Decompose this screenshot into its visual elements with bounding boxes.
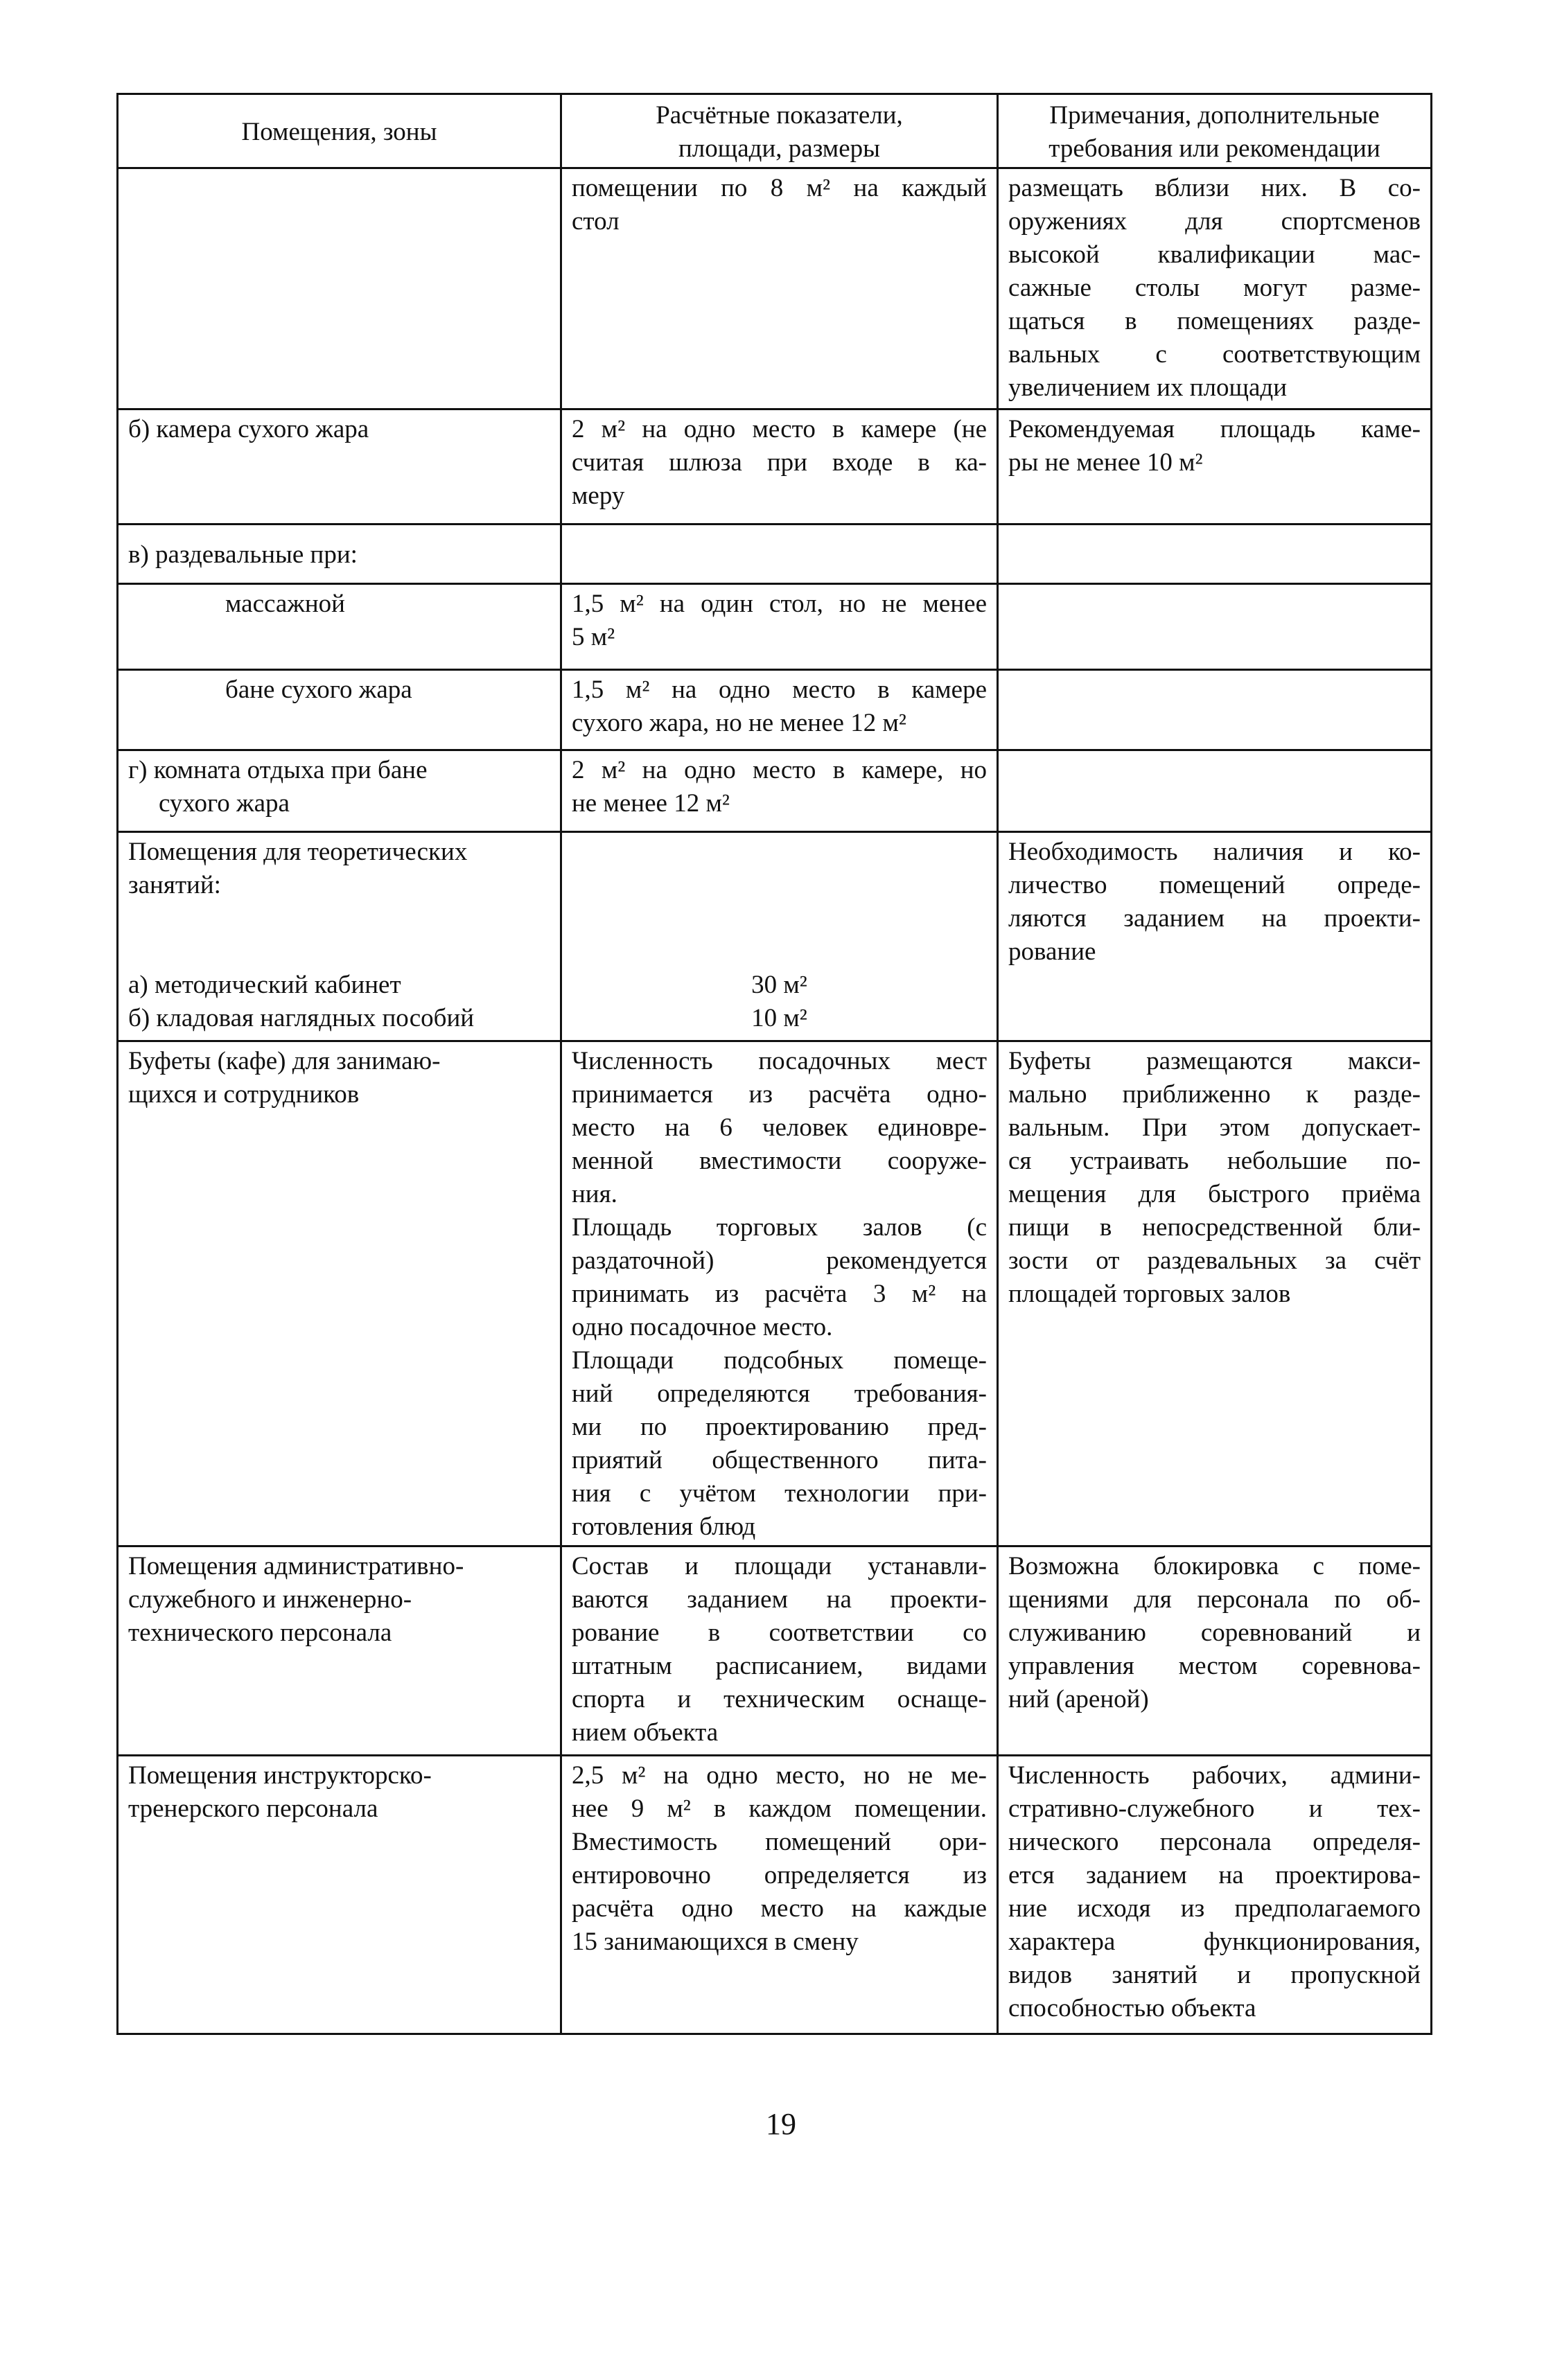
cell-text-line: вальным. При этом допускает- bbox=[1008, 1113, 1421, 1142]
cell-text-line: ний (ареной) bbox=[1008, 1685, 1149, 1713]
cell-text-line: щаться в помещениях разде- bbox=[1008, 307, 1421, 335]
cell-text-line: сухого жара, но не менее 12 м² bbox=[572, 709, 906, 737]
cell-text-line: высокой квалификации мас- bbox=[1008, 240, 1421, 269]
cell-text-line: Возможна блокировка с поме- bbox=[1008, 1552, 1421, 1580]
cell-indicators bbox=[561, 1756, 998, 2034]
cell-text-line: в) раздевальные при: bbox=[128, 540, 358, 569]
cell-text-line: Буфеты размещаются макси- bbox=[1008, 1047, 1421, 1075]
cell-text-line: 1,5 м² на один стол, но не менее bbox=[572, 590, 987, 618]
cell-text-line: ми по проектированию пред- bbox=[572, 1413, 987, 1441]
cell-text-line: б) камера сухого жара bbox=[128, 415, 369, 443]
cell-text-line: пищи в непосредственной бли- bbox=[1008, 1213, 1421, 1242]
cell-text-line: стративно-служебного и тех- bbox=[1008, 1795, 1421, 1823]
header-rooms-zones bbox=[118, 94, 561, 168]
cell-text-line: штатным расписанием, видами bbox=[572, 1652, 987, 1680]
cell-rooms bbox=[118, 1546, 561, 1756]
cell-notes bbox=[998, 670, 1432, 750]
cell-text-line: помещении по 8 м² на каждый bbox=[572, 174, 987, 202]
cell-text-line: меру bbox=[572, 482, 625, 510]
cell-text-line: 5 м² bbox=[572, 623, 615, 651]
cell-text-line: рование в соответствии со bbox=[572, 1619, 987, 1647]
cell-notes bbox=[998, 525, 1432, 584]
cell-text-line: массажной bbox=[225, 590, 345, 618]
cell-text-line: мально приближенно к разде- bbox=[1008, 1080, 1421, 1109]
cell-rooms bbox=[118, 168, 561, 409]
header-calc-indicators bbox=[561, 94, 998, 168]
cell-text-line: б) кладовая наглядных пособий bbox=[128, 1004, 475, 1032]
table-row bbox=[118, 409, 1432, 525]
cell-text-line: стол bbox=[572, 207, 620, 236]
cell-text-line: сухого жара bbox=[159, 789, 290, 818]
cell-text-line: оружениях для спортсменов bbox=[1008, 207, 1421, 236]
table-row bbox=[118, 670, 1432, 750]
cell-text-line: технического персонала bbox=[128, 1619, 392, 1647]
cell-text-line: Необходимость наличия и ко- bbox=[1008, 838, 1421, 866]
cell-text-line: нического персонала определя- bbox=[1008, 1828, 1421, 1856]
cell-text-line: 1,5 м² на одно место в камере bbox=[572, 676, 987, 704]
table-row bbox=[118, 750, 1432, 832]
cell-text-line: 2,5 м² на одно место, но не ме- bbox=[572, 1761, 987, 1790]
cell-notes bbox=[998, 832, 1432, 1041]
cell-indicators bbox=[561, 409, 998, 525]
cell-rooms bbox=[118, 670, 561, 750]
cell-text-line: видов занятий и пропускной bbox=[1008, 1961, 1421, 1989]
cell-text-line: ний определяются требования- bbox=[572, 1379, 987, 1408]
cell-text-line: принимается из расчёта одно- bbox=[572, 1080, 987, 1109]
cell-indicators bbox=[561, 750, 998, 832]
cell-text-line: Численность посадочных мест bbox=[572, 1047, 987, 1075]
cell-text-line: способностью объекта bbox=[1008, 1994, 1256, 2022]
cell-notes bbox=[998, 1546, 1432, 1756]
cell-notes bbox=[998, 1041, 1432, 1546]
header-notes bbox=[998, 94, 1432, 168]
cell-rooms bbox=[118, 750, 561, 832]
cell-notes bbox=[998, 1756, 1432, 2034]
cell-text-line: спорта и техническим оснаще- bbox=[572, 1685, 987, 1713]
cell-text-line: зости от раздевальных за счёт bbox=[1008, 1246, 1421, 1275]
cell-text-line: Буфеты (кафе) для занимаю- bbox=[128, 1047, 441, 1075]
cell-text-line: 30 м² bbox=[751, 971, 807, 999]
cell-text-line: а) методический кабинет bbox=[128, 971, 401, 999]
cell-text-line: не менее 12 м² bbox=[572, 789, 730, 818]
cell-text-line: одно посадочное место. bbox=[572, 1313, 833, 1341]
cell-rooms bbox=[118, 409, 561, 525]
cell-notes bbox=[998, 584, 1432, 670]
cell-text-line: ентировочно определяется из bbox=[572, 1861, 987, 1889]
cell-text-line: ния. bbox=[572, 1180, 617, 1208]
cell-text-line: вальных с соответствующим bbox=[1008, 340, 1421, 369]
table-row bbox=[118, 832, 1432, 1041]
cell-text-line: Вместимость помещений ори- bbox=[572, 1828, 987, 1856]
cell-text-line: увеличением их площади bbox=[1008, 373, 1288, 402]
cell-text-line: приятий общественного пита- bbox=[572, 1446, 987, 1474]
cell-notes bbox=[998, 409, 1432, 525]
cell-text-line: служиванию соревнований и bbox=[1008, 1619, 1421, 1647]
cell-rooms bbox=[118, 1756, 561, 2034]
cell-rooms bbox=[118, 525, 561, 584]
cell-indicators bbox=[561, 670, 998, 750]
cell-text-line: менной вместимости сооруже- bbox=[572, 1147, 987, 1175]
cell-text-line: ры не менее 10 м² bbox=[1008, 448, 1203, 477]
table-row bbox=[118, 1546, 1432, 1756]
table-row bbox=[118, 1041, 1432, 1546]
table-row bbox=[118, 1756, 1432, 2034]
cell-text-line: бане сухого жара bbox=[225, 676, 412, 704]
cell-text-line: принимать из расчёта 3 м² на bbox=[572, 1280, 987, 1308]
cell-text-line: готовления блюд bbox=[572, 1513, 756, 1541]
requirements-table bbox=[116, 93, 1432, 2035]
cell-text-line: ваются заданием на проекти- bbox=[572, 1585, 987, 1614]
cell-text-line: занятий: bbox=[128, 871, 221, 899]
table-row bbox=[118, 584, 1432, 670]
cell-rooms bbox=[118, 832, 561, 1041]
cell-text-line: личество помещений опреде- bbox=[1008, 871, 1421, 899]
cell-text-line: ется заданием на проектирова- bbox=[1008, 1861, 1421, 1889]
cell-indicators bbox=[561, 584, 998, 670]
cell-text-line: Площади подсобных помеще- bbox=[572, 1346, 987, 1375]
cell-text-line: Помещения инструкторско- bbox=[128, 1761, 432, 1790]
cell-text-line: ляются заданием на проекти- bbox=[1008, 904, 1421, 933]
cell-notes bbox=[998, 750, 1432, 832]
cell-text-line: рование bbox=[1008, 937, 1096, 966]
header-col2-line1: Расчётные показатели, bbox=[656, 101, 903, 130]
cell-indicators bbox=[561, 1041, 998, 1546]
cell-text-line: Состав и площади устанавли- bbox=[572, 1552, 987, 1580]
cell-text-line: Площадь торговых залов (с bbox=[572, 1213, 987, 1242]
cell-text-line: площадей торговых залов bbox=[1008, 1280, 1291, 1308]
cell-text-line: мещения для быстрого приёма bbox=[1008, 1180, 1421, 1208]
cell-text-line: считая шлюза при входе в ка- bbox=[572, 448, 987, 477]
cell-text-line: управления местом соревнова- bbox=[1008, 1652, 1421, 1680]
cell-text-line: 15 занимающихся в смену bbox=[572, 1928, 859, 1956]
header-col3-line2: требования или рекомендации bbox=[1048, 134, 1380, 163]
table-row bbox=[118, 168, 1432, 409]
header-col3-line1: Примечания, дополнительные bbox=[1049, 101, 1380, 130]
cell-text-line: г) комната отдыха при бане bbox=[128, 756, 428, 784]
cell-text-line: щениями для персонала по об- bbox=[1008, 1585, 1421, 1614]
cell-text-line: ние исходя из предполагаемого bbox=[1008, 1894, 1421, 1923]
cell-text-line: сажные столы могут разме- bbox=[1008, 274, 1421, 302]
cell-indicators bbox=[561, 525, 998, 584]
cell-text-line: Помещения для теоретических bbox=[128, 838, 468, 866]
cell-rooms bbox=[118, 584, 561, 670]
page-number: 19 bbox=[766, 2107, 796, 2141]
cell-text-line: ния с учётом технологии при- bbox=[572, 1479, 987, 1508]
cell-notes bbox=[998, 168, 1432, 409]
cell-text-line: расчёта одно место на каждые bbox=[572, 1894, 987, 1923]
header-col1-text: Помещения, зоны bbox=[241, 118, 437, 146]
cell-text-line: 2 м² на одно место в камере, но bbox=[572, 756, 987, 784]
cell-text-line: тренерского персонала bbox=[128, 1795, 378, 1823]
cell-text-line: размещать вблизи них. В со- bbox=[1008, 174, 1421, 202]
cell-text-line: характера функционирования, bbox=[1008, 1928, 1421, 1956]
cell-text-line: раздаточной) рекомендуется bbox=[572, 1246, 987, 1275]
cell-text-line: нее 9 м² в каждом помещении. bbox=[572, 1795, 987, 1823]
cell-text-line: Численность рабочих, админи- bbox=[1008, 1761, 1421, 1790]
cell-text-line: Помещения административно- bbox=[128, 1552, 464, 1580]
table-header-row bbox=[118, 94, 1432, 168]
cell-text-line: Рекомендуемая площадь каме- bbox=[1008, 415, 1421, 443]
header-col2-line2: площади, размеры bbox=[678, 134, 880, 163]
cell-text-line: 10 м² bbox=[751, 1004, 807, 1032]
cell-indicators bbox=[561, 832, 998, 1041]
cell-indicators bbox=[561, 1546, 998, 1756]
cell-indicators bbox=[561, 168, 998, 409]
cell-text-line: 2 м² на одно место в камере (не bbox=[572, 415, 987, 443]
cell-text-line: место на 6 человек единовре- bbox=[572, 1113, 987, 1142]
cell-text-line: служебного и инженерно- bbox=[128, 1585, 412, 1614]
cell-text-line: ся устраивать небольшие по- bbox=[1008, 1147, 1421, 1175]
cell-text-line: щихся и сотрудников bbox=[128, 1080, 360, 1109]
cell-text-line: нием объекта bbox=[572, 1718, 719, 1747]
cell-rooms bbox=[118, 1041, 561, 1546]
table-row bbox=[118, 525, 1432, 584]
